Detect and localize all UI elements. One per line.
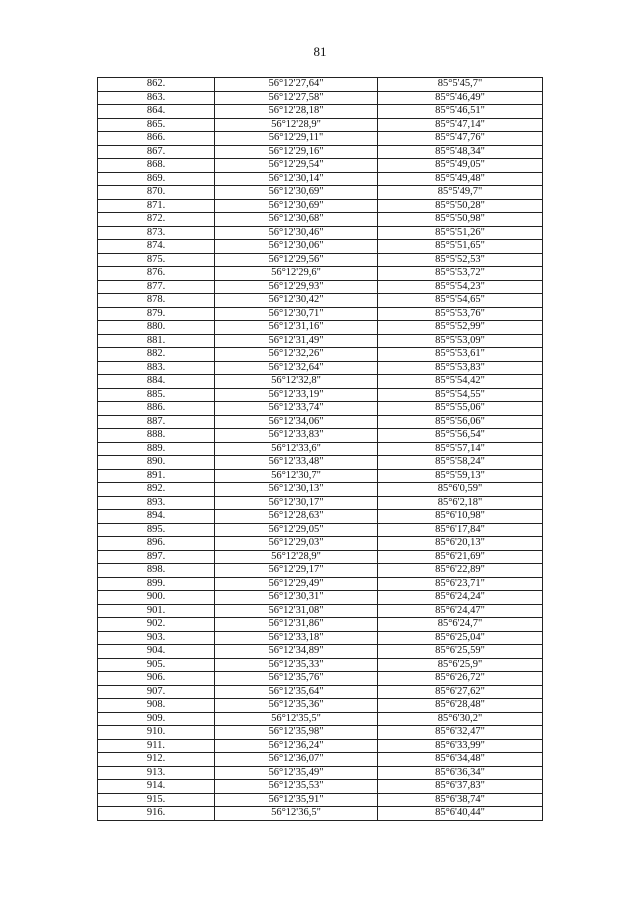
table-row — [98, 388, 543, 402]
longitude-cell: 85°6'21,69" — [378, 550, 543, 564]
longitude-cell: 85°5'58,24" — [378, 456, 543, 470]
longitude-cell: 85°6'24,24" — [378, 591, 543, 605]
latitude-cell: 56°12'33,83" — [215, 429, 378, 443]
longitude-cell: 85°5'49,05" — [378, 159, 543, 173]
latitude-cell: 56°12'29,11" — [215, 132, 378, 146]
table-row — [98, 604, 543, 618]
table-row — [98, 240, 543, 254]
table-row — [98, 118, 543, 132]
point-number-cell: 911. — [98, 739, 215, 753]
latitude-cell: 56°12'34,06" — [215, 415, 378, 429]
table-row — [98, 280, 543, 294]
latitude-cell: 56°12'27,58" — [215, 91, 378, 105]
point-number-cell: 890. — [98, 456, 215, 470]
latitude-cell: 56°12'31,08" — [215, 604, 378, 618]
point-number-cell: 909. — [98, 712, 215, 726]
latitude-cell: 56°12'35,33" — [215, 658, 378, 672]
longitude-cell: 85°5'50,28" — [378, 199, 543, 213]
longitude-cell: 85°6'33,99" — [378, 739, 543, 753]
table-row — [98, 91, 543, 105]
latitude-cell: 56°12'30,69" — [215, 186, 378, 200]
point-number-cell: 916. — [98, 807, 215, 821]
latitude-cell: 56°12'34,89" — [215, 645, 378, 659]
latitude-cell: 56°12'32,26" — [215, 348, 378, 362]
longitude-cell: 85°5'54,42" — [378, 375, 543, 389]
longitude-cell: 85°5'56,06" — [378, 415, 543, 429]
latitude-cell: 56°12'28,9" — [215, 550, 378, 564]
table-row — [98, 307, 543, 321]
longitude-cell: 85°6'38,74" — [378, 793, 543, 807]
table-row — [98, 172, 543, 186]
latitude-cell: 56°12'33,74" — [215, 402, 378, 416]
table-row — [98, 510, 543, 524]
latitude-cell: 56°12'33,48" — [215, 456, 378, 470]
latitude-cell: 56°12'30,14" — [215, 172, 378, 186]
latitude-cell: 56°12'30,42" — [215, 294, 378, 308]
latitude-cell: 56°12'33,18" — [215, 631, 378, 645]
latitude-cell: 56°12'29,93" — [215, 280, 378, 294]
coordinates-table — [97, 77, 543, 821]
latitude-cell: 56°12'36,5" — [215, 807, 378, 821]
table-row — [98, 699, 543, 713]
table-row — [98, 766, 543, 780]
longitude-cell: 85°5'49,7" — [378, 186, 543, 200]
table-row — [98, 469, 543, 483]
latitude-cell: 56°12'31,16" — [215, 321, 378, 335]
point-number-cell: 883. — [98, 361, 215, 375]
latitude-cell: 56°12'28,18" — [215, 105, 378, 119]
longitude-cell: 85°6'24,7" — [378, 618, 543, 632]
point-number-cell: 910. — [98, 726, 215, 740]
longitude-cell: 85°5'53,09" — [378, 334, 543, 348]
point-number-cell: 882. — [98, 348, 215, 362]
longitude-cell: 85°6'28,48" — [378, 699, 543, 713]
longitude-cell: 85°5'54,23" — [378, 280, 543, 294]
point-number-cell: 893. — [98, 496, 215, 510]
point-number-cell: 888. — [98, 429, 215, 443]
table-row — [98, 577, 543, 591]
point-number-cell: 873. — [98, 226, 215, 240]
table-row — [98, 213, 543, 227]
longitude-cell: 85°5'45,7" — [378, 78, 543, 92]
point-number-cell: 866. — [98, 132, 215, 146]
table-row — [98, 294, 543, 308]
latitude-cell: 56°12'35,5" — [215, 712, 378, 726]
point-number-cell: 884. — [98, 375, 215, 389]
point-number-cell: 878. — [98, 294, 215, 308]
table-row — [98, 618, 543, 632]
latitude-cell: 56°12'28,63" — [215, 510, 378, 524]
longitude-cell: 85°6'22,89" — [378, 564, 543, 578]
latitude-cell: 56°12'30,13" — [215, 483, 378, 497]
point-number-cell: 902. — [98, 618, 215, 632]
longitude-cell: 85°6'17,84" — [378, 523, 543, 537]
page-number: 81 — [313, 44, 327, 59]
longitude-cell: 85°6'37,83" — [378, 780, 543, 794]
table-row — [98, 537, 543, 551]
latitude-cell: 56°12'30,68" — [215, 213, 378, 227]
longitude-cell: 85°6'10,98" — [378, 510, 543, 524]
point-number-cell: 864. — [98, 105, 215, 119]
point-number-cell: 885. — [98, 388, 215, 402]
longitude-cell: 85°6'26,72" — [378, 672, 543, 686]
table-row — [98, 199, 543, 213]
table-row — [98, 496, 543, 510]
table-row — [98, 550, 543, 564]
longitude-cell: 85°5'46,49" — [378, 91, 543, 105]
latitude-cell: 56°12'29,6" — [215, 267, 378, 281]
longitude-cell: 85°5'53,83" — [378, 361, 543, 375]
table-row — [98, 267, 543, 281]
table-row — [98, 402, 543, 416]
point-number-cell: 905. — [98, 658, 215, 672]
point-number-cell: 867. — [98, 145, 215, 159]
point-number-cell: 904. — [98, 645, 215, 659]
latitude-cell: 56°12'29,17" — [215, 564, 378, 578]
latitude-cell: 56°12'33,6" — [215, 442, 378, 456]
longitude-cell: 85°5'47,14" — [378, 118, 543, 132]
table-row — [98, 415, 543, 429]
latitude-cell: 56°12'30,31" — [215, 591, 378, 605]
latitude-cell: 56°12'36,24" — [215, 739, 378, 753]
latitude-cell: 56°12'29,49" — [215, 577, 378, 591]
table-row — [98, 523, 543, 537]
longitude-cell: 85°6'23,71" — [378, 577, 543, 591]
longitude-cell: 85°6'20,13" — [378, 537, 543, 551]
table-row — [98, 712, 543, 726]
longitude-cell: 85°5'51,26" — [378, 226, 543, 240]
point-number-cell: 886. — [98, 402, 215, 416]
table-row — [98, 631, 543, 645]
longitude-cell: 85°5'52,53" — [378, 253, 543, 267]
longitude-cell: 85°6'24,47" — [378, 604, 543, 618]
point-number-cell: 907. — [98, 685, 215, 699]
latitude-cell: 56°12'32,8" — [215, 375, 378, 389]
point-number-cell: 869. — [98, 172, 215, 186]
point-number-cell: 877. — [98, 280, 215, 294]
latitude-cell: 56°12'35,91" — [215, 793, 378, 807]
latitude-cell: 56°12'29,05" — [215, 523, 378, 537]
latitude-cell: 56°12'35,64" — [215, 685, 378, 699]
table-row — [98, 361, 543, 375]
longitude-cell: 85°5'51,65" — [378, 240, 543, 254]
table-row — [98, 78, 543, 92]
table-row — [98, 685, 543, 699]
longitude-cell: 85°5'54,55" — [378, 388, 543, 402]
table-row — [98, 429, 543, 443]
point-number-cell: 870. — [98, 186, 215, 200]
longitude-cell: 85°5'48,34" — [378, 145, 543, 159]
latitude-cell: 56°12'31,49" — [215, 334, 378, 348]
latitude-cell: 56°12'32,64" — [215, 361, 378, 375]
point-number-cell: 880. — [98, 321, 215, 335]
table-row — [98, 456, 543, 470]
longitude-cell: 85°5'52,99" — [378, 321, 543, 335]
table-row — [98, 739, 543, 753]
table-row — [98, 645, 543, 659]
table-row — [98, 442, 543, 456]
point-number-cell: 862. — [98, 78, 215, 92]
point-number-cell: 896. — [98, 537, 215, 551]
point-number-cell: 892. — [98, 483, 215, 497]
table-row — [98, 753, 543, 767]
point-number-cell: 871. — [98, 199, 215, 213]
point-number-cell: 894. — [98, 510, 215, 524]
point-number-cell: 915. — [98, 793, 215, 807]
latitude-cell: 56°12'30,69" — [215, 199, 378, 213]
latitude-cell: 56°12'30,7" — [215, 469, 378, 483]
table-row — [98, 483, 543, 497]
table-row — [98, 375, 543, 389]
latitude-cell: 56°12'29,54" — [215, 159, 378, 173]
longitude-cell: 85°5'59,13" — [378, 469, 543, 483]
point-number-cell: 895. — [98, 523, 215, 537]
longitude-cell: 85°6'25,04" — [378, 631, 543, 645]
longitude-cell: 85°5'49,48" — [378, 172, 543, 186]
longitude-cell: 85°6'30,2" — [378, 712, 543, 726]
longitude-cell: 85°5'50,98" — [378, 213, 543, 227]
table-row — [98, 780, 543, 794]
table-row — [98, 132, 543, 146]
longitude-cell: 85°5'53,61" — [378, 348, 543, 362]
longitude-cell: 85°6'40,44" — [378, 807, 543, 821]
latitude-cell: 56°12'31,86" — [215, 618, 378, 632]
coordinates-table-body — [98, 78, 543, 821]
latitude-cell: 56°12'30,06" — [215, 240, 378, 254]
table-row — [98, 321, 543, 335]
point-number-cell: 897. — [98, 550, 215, 564]
longitude-cell: 85°6'36,34" — [378, 766, 543, 780]
point-number-cell: 914. — [98, 780, 215, 794]
table-row — [98, 793, 543, 807]
longitude-cell: 85°5'57,14" — [378, 442, 543, 456]
point-number-cell: 901. — [98, 604, 215, 618]
latitude-cell: 56°12'30,17" — [215, 496, 378, 510]
longitude-cell: 85°6'25,9" — [378, 658, 543, 672]
table-row — [98, 591, 543, 605]
latitude-cell: 56°12'28,9" — [215, 118, 378, 132]
latitude-cell: 56°12'33,19" — [215, 388, 378, 402]
latitude-cell: 56°12'35,98" — [215, 726, 378, 740]
point-number-cell: 900. — [98, 591, 215, 605]
point-number-cell: 887. — [98, 415, 215, 429]
point-number-cell: 889. — [98, 442, 215, 456]
table-row — [98, 253, 543, 267]
table-row — [98, 348, 543, 362]
table-row — [98, 726, 543, 740]
longitude-cell: 85°6'2,18" — [378, 496, 543, 510]
longitude-cell: 85°5'47,76" — [378, 132, 543, 146]
latitude-cell: 56°12'35,36" — [215, 699, 378, 713]
longitude-cell: 85°6'32,47" — [378, 726, 543, 740]
longitude-cell: 85°5'54,65" — [378, 294, 543, 308]
latitude-cell: 56°12'29,03" — [215, 537, 378, 551]
point-number-cell: 876. — [98, 267, 215, 281]
longitude-cell: 85°5'56,54" — [378, 429, 543, 443]
point-number-cell: 912. — [98, 753, 215, 767]
longitude-cell: 85°6'27,62" — [378, 685, 543, 699]
table-row — [98, 105, 543, 119]
point-number-cell: 913. — [98, 766, 215, 780]
longitude-cell: 85°5'46,51" — [378, 105, 543, 119]
longitude-cell: 85°5'55,06" — [378, 402, 543, 416]
table-row — [98, 226, 543, 240]
longitude-cell: 85°6'0,59" — [378, 483, 543, 497]
table-row — [98, 658, 543, 672]
longitude-cell: 85°5'53,76" — [378, 307, 543, 321]
longitude-cell: 85°5'53,72" — [378, 267, 543, 281]
point-number-cell: 875. — [98, 253, 215, 267]
latitude-cell: 56°12'36,07" — [215, 753, 378, 767]
point-number-cell: 874. — [98, 240, 215, 254]
point-number-cell: 865. — [98, 118, 215, 132]
table-row — [98, 334, 543, 348]
point-number-cell: 898. — [98, 564, 215, 578]
latitude-cell: 56°12'35,76" — [215, 672, 378, 686]
table-row — [98, 672, 543, 686]
table-row — [98, 807, 543, 821]
point-number-cell: 863. — [98, 91, 215, 105]
point-number-cell: 872. — [98, 213, 215, 227]
point-number-cell: 881. — [98, 334, 215, 348]
latitude-cell: 56°12'29,16" — [215, 145, 378, 159]
point-number-cell: 879. — [98, 307, 215, 321]
latitude-cell: 56°12'29,56" — [215, 253, 378, 267]
table-row — [98, 159, 543, 173]
table-row — [98, 564, 543, 578]
longitude-cell: 85°6'25,59" — [378, 645, 543, 659]
latitude-cell: 56°12'30,71" — [215, 307, 378, 321]
latitude-cell: 56°12'30,46" — [215, 226, 378, 240]
latitude-cell: 56°12'35,53" — [215, 780, 378, 794]
point-number-cell: 908. — [98, 699, 215, 713]
point-number-cell: 899. — [98, 577, 215, 591]
table-row — [98, 186, 543, 200]
latitude-cell: 56°12'35,49" — [215, 766, 378, 780]
point-number-cell: 903. — [98, 631, 215, 645]
table-row — [98, 145, 543, 159]
point-number-cell: 906. — [98, 672, 215, 686]
longitude-cell: 85°6'34,48" — [378, 753, 543, 767]
point-number-cell: 891. — [98, 469, 215, 483]
latitude-cell: 56°12'27,64" — [215, 78, 378, 92]
point-number-cell: 868. — [98, 159, 215, 173]
